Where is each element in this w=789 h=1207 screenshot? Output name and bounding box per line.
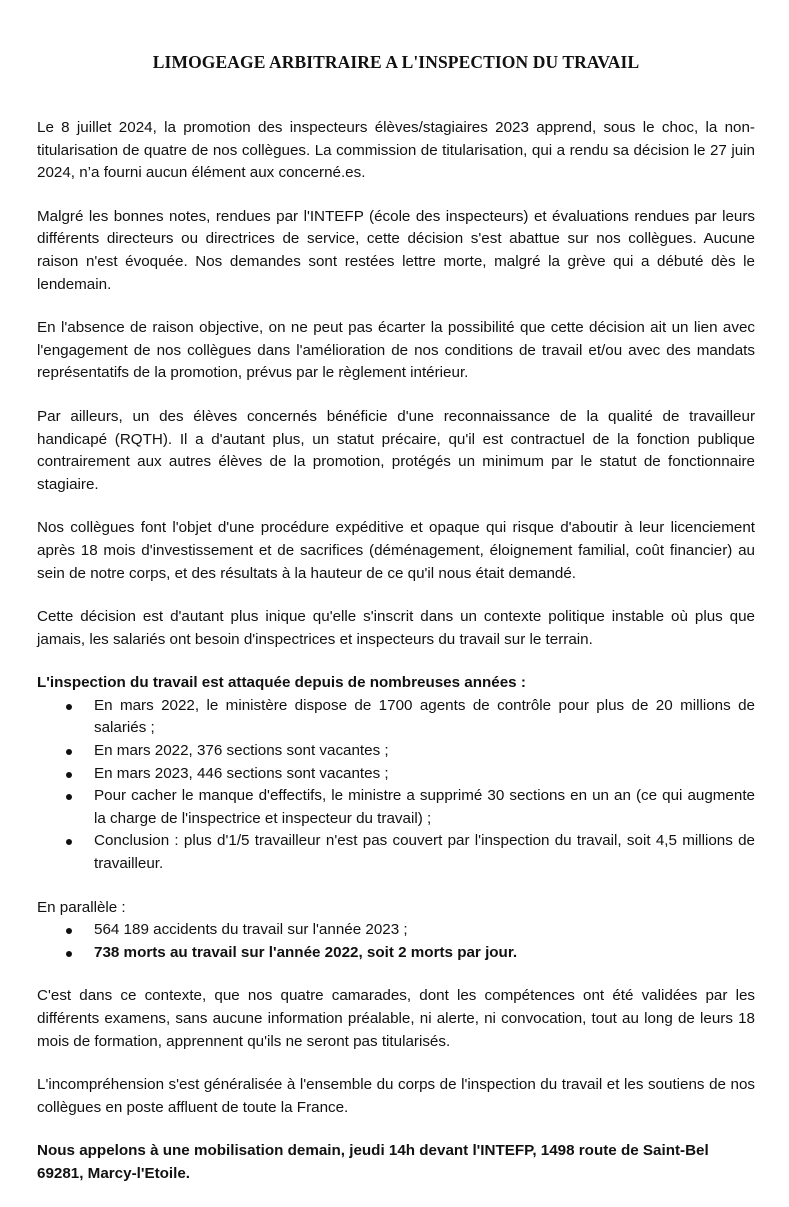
- attack-list: [37, 695, 755, 876]
- bullet-icon: [66, 704, 72, 710]
- bullet-icon: [66, 794, 72, 800]
- parallel-section-heading: En parallèle :: [37, 898, 126, 916]
- list-item-text: Conclusion : plus d'1/5 travailleur n'est pas couvert par l'inspection du travail, soit 4,5 millions de travailleur.: [94, 832, 755, 873]
- bullet-icon: [66, 928, 72, 934]
- paragraph-no-objective-reason: En l'absence de raison objective, on ne peut pas écarter la possibilité que cette décision ait un lien avec l'engagement de nos collègues dans l'amélioration de nos conditions de travail et/ou avec des mandats représentatifs de la promotion, prévus par le règlement intérieur.: [37, 319, 755, 382]
- paragraph-support: L'incompréhension s'est généralisée à l'ensemble du corps de l'inspection du travail et les soutiens de nos collègues en poste affluent de toute la France.: [37, 1076, 755, 1116]
- paragraph-context: Cette décision est d'autant plus inique qu'elle s'inscrit dans un contexte politique instable où plus que jamais, les salariés ont besoin d'inspectrices et inspecteurs du travail sur le terrain.: [37, 608, 755, 648]
- bullet-icon: [66, 772, 72, 778]
- list-item-text: Pour cacher le manque d'effectifs, le ministre a supprimé 30 sections en un an (ce qui augmente la charge de l'inspectrice et inspecteur du travail) ;: [94, 787, 755, 827]
- list-item: [37, 695, 755, 740]
- bullet-icon: [66, 749, 72, 755]
- list-item: [37, 919, 755, 942]
- paragraph-four-comrades: C'est dans ce contexte, que nos quatre camarades, dont les compétences ont été validées par les différents examens, sans aucune information préalable, ni alerte, ni convocation, tout au long de leurs 18 mois de formation, apprennent qu'ils ne seront pas titularisés.: [37, 987, 755, 1050]
- list-item-text: 738 morts au travail sur l'année 2022, soit 2 morts par jour.: [94, 943, 518, 961]
- bullet-icon: [66, 951, 72, 957]
- list-item: [37, 830, 755, 875]
- paragraph-announcement: Le 8 juillet 2024, la promotion des inspecteurs élèves/stagiaires 2023 apprend, sous le choc, la non-titularisation de quatre de nos collègues. La commission de titularisation, qui a rendu sa décision le 27 juin 2024, n’a fourni aucun élément aux concerné.es.: [37, 119, 755, 182]
- paragraph-procedure: Nos collègues font l'objet d'une procédure expéditive et opaque qui risque d'aboutir à leur licenciement après 18 mois d'investissement et de sacrifices (déménagement, éloignement familial, coût financier) au sein de notre corps, et des résultats à la hauteur de ce qu'il nous était demandé.: [37, 519, 755, 582]
- call-to-action: Nous appelons à une mobilisation demain, jeudi 14h devant l'INTEFP, 1498 route de Saint-Bel 69281, Marcy-l'Etoile.: [37, 1142, 709, 1182]
- parallel-list: [37, 919, 755, 964]
- list-item-text: En mars 2022, 376 sections sont vacantes ;: [94, 742, 389, 760]
- paragraph-evaluations: Malgré les bonnes notes, rendues par l'INTEFP (école des inspecteurs) et évaluations rendues par leurs différents directeurs ou directrices de service, cette décision s'est abattue sur nos collègues. Aucune raison n'est évoquée. Nos demandes sont restées lettre morte, malgré la grève qui a débuté dès le lendemain.: [37, 207, 755, 293]
- paragraph-rqth: Par ailleurs, un des élèves concernés bénéficie d'une reconnaissance de la qualité de travailleur handicapé (RQTH). Il a d'autant plus, un statut précaire, qu'il est contractuel de la fonction publique contrairement aux autres élèves de la promotion, protégés un minimum par le statut de fonctionnaire stagiaire.: [37, 407, 755, 493]
- document-title: LIMOGEAGE ARBITRAIRE A L'INSPECTION DU TRAVAIL: [152, 52, 640, 72]
- list-item: [37, 942, 755, 965]
- attack-section-heading: L'inspection du travail est attaquée depuis de nombreuses années :: [37, 674, 526, 692]
- list-item-text: En mars 2023, 446 sections sont vacantes ;: [94, 764, 389, 782]
- list-item: [37, 763, 755, 786]
- list-item-text: En mars 2022, le ministère dispose de 1700 agents de contrôle pour plus de 20 millions de salariés ;: [94, 696, 755, 737]
- list-item-text: 564 189 accidents du travail sur l'année 2023 ;: [94, 921, 408, 939]
- list-item: [37, 785, 755, 830]
- document-page: [37, 52, 755, 1207]
- bullet-icon: [66, 839, 72, 845]
- list-item: [37, 740, 755, 763]
